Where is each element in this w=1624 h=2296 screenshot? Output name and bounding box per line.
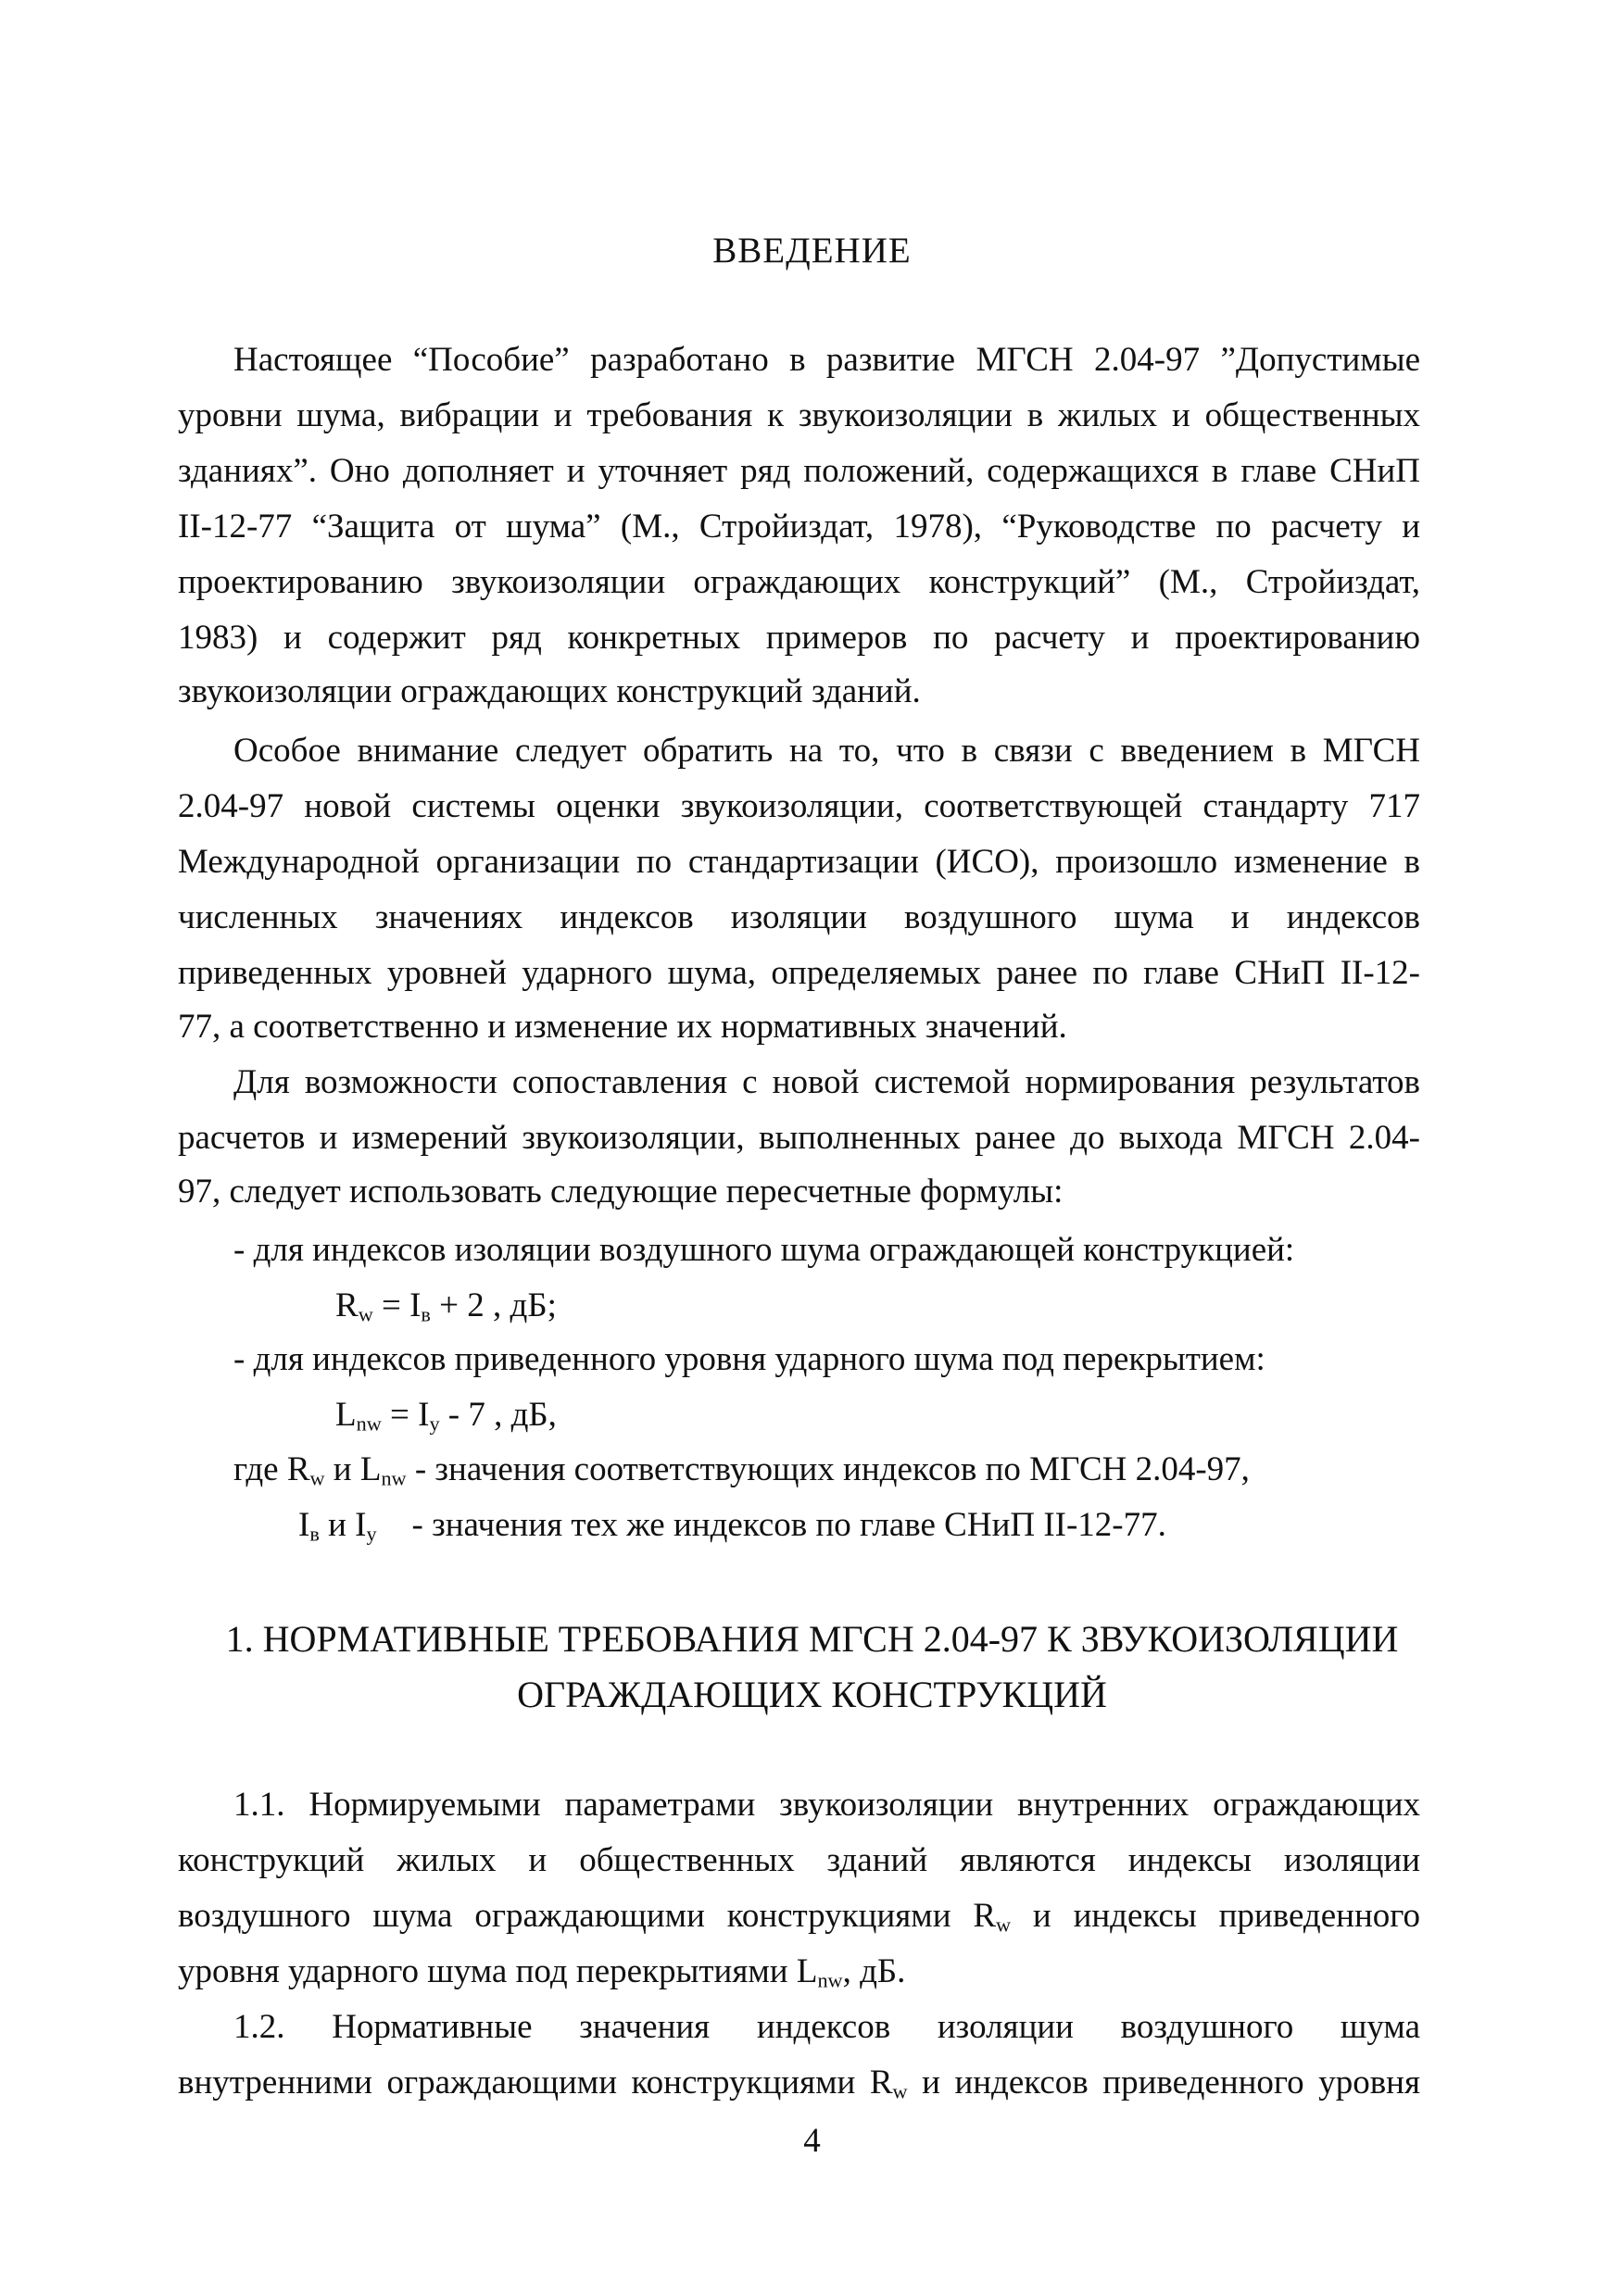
intro-p1-line: Настоящее “Пособие” разработано в развитие МГСН 2.04-97 ”Допустимые xyxy=(233,341,1420,379)
intro-p2-line: приведенных уровней ударного шума, определяемых ранее по главе СНиП II-12- xyxy=(178,954,1420,992)
formula-rw: $R_w = I_в + 2$ , дБ; xyxy=(335,1286,557,1326)
intro-p2-line: Международной организации по стандартизации (ИСО), произошло изменение в xyxy=(178,843,1420,881)
where-line-2: $I_в$ и $I_у$ - значения тех же индексов по главе СНиП II-12-77. xyxy=(298,1506,1166,1546)
intro-p1-line: II-12-77 “Защита от шума” (М., Стройиздат, 1978), “Руководстве по расчету и xyxy=(178,508,1420,546)
intro-p2-line: Особое внимание следует обратить на то, что в связи с введением в МГСН xyxy=(233,732,1420,770)
list-item-airborne: - для индексов изоляции воздушного шума ограждающей конструкцией: xyxy=(233,1231,1295,1269)
intro-p1-line: 1983) и содержит ряд конкретных примеров по расчету и проектированию xyxy=(178,619,1420,657)
clause-1-1-line: воздушного шума ограждающими конструкциями $R_w$ и индексы приведенного xyxy=(178,1897,1420,1937)
intro-p2-line: 77, а соответственно и изменение их нормативных значений. xyxy=(178,1008,1067,1046)
intro-p3-line: Для возможности сопоставления с новой системой нормирования результатов xyxy=(233,1063,1420,1101)
page-number: 4 xyxy=(803,2122,821,2160)
clause-1-1-line: конструкций жилых и общественных зданий являются индексы изоляции xyxy=(178,1841,1420,1879)
intro-p3-line: 97, следует использовать следующие пересчетные формулы: xyxy=(178,1173,1064,1211)
intro-p1-line: звукоизоляции ограждающих конструкций зданий. xyxy=(178,672,921,710)
intro-p1-line: уровни шума, вибрации и требования к звукоизоляции в жилых и общественных xyxy=(178,396,1420,434)
clause-1-2-line: 1.2. Нормативные значения индексов изоляции воздушного шума xyxy=(233,2008,1420,2046)
intro-p3-line: расчетов и измерений звукоизоляции, выполненных ранее до выхода МГСН 2.04- xyxy=(178,1119,1420,1157)
intro-p1-line: зданиях”. Оно дополняет и уточняет ряд положений, содержащихся в главе СНиП xyxy=(178,452,1420,490)
intro-p2-line: 2.04-97 новой системы оценки звукоизоляции, соответствующей стандарту 717 xyxy=(178,787,1420,825)
list-item-impact: - для индексов приведенного уровня ударного шума под перекрытием: xyxy=(233,1340,1265,1378)
intro-p1-line: проектированию звукоизоляции ограждающих конструкций” (М., Стройиздат, xyxy=(178,563,1420,601)
clause-1-1-line: уровня ударного шума под перекрытиями $L_{nw}$, дБ. xyxy=(178,1952,906,1992)
formula-lnw: $L_{nw} = I_у - 7$ , дБ, xyxy=(335,1396,557,1436)
section-heading: ОГРАЖДАЮЩИХ КОНСТРУКЦИЙ xyxy=(517,1674,1107,1715)
clause-1-1-line: 1.1. Нормируемыми параметрами звукоизоляции внутренних ограждающих xyxy=(233,1786,1420,1824)
clause-1-2-line: внутренними ограждающими конструкциями $R_w$ и индексов приведенного уровня xyxy=(178,2064,1421,2103)
where-line-1: где $R_w$ и $L_{nw}$ - значения соответствующих индексов по МГСН 2.04-97, xyxy=(233,1450,1250,1490)
intro-p2-line: численных значениях индексов изоляции воздушного шума и индексов xyxy=(178,898,1420,936)
intro-title: ВВЕДЕНИЕ xyxy=(712,231,912,270)
section-heading: 1. НОРМАТИВНЫЕ ТРЕБОВАНИЯ МГСН 2.04-97 К ЗВУКОИЗОЛЯЦИИ xyxy=(225,1618,1399,1660)
